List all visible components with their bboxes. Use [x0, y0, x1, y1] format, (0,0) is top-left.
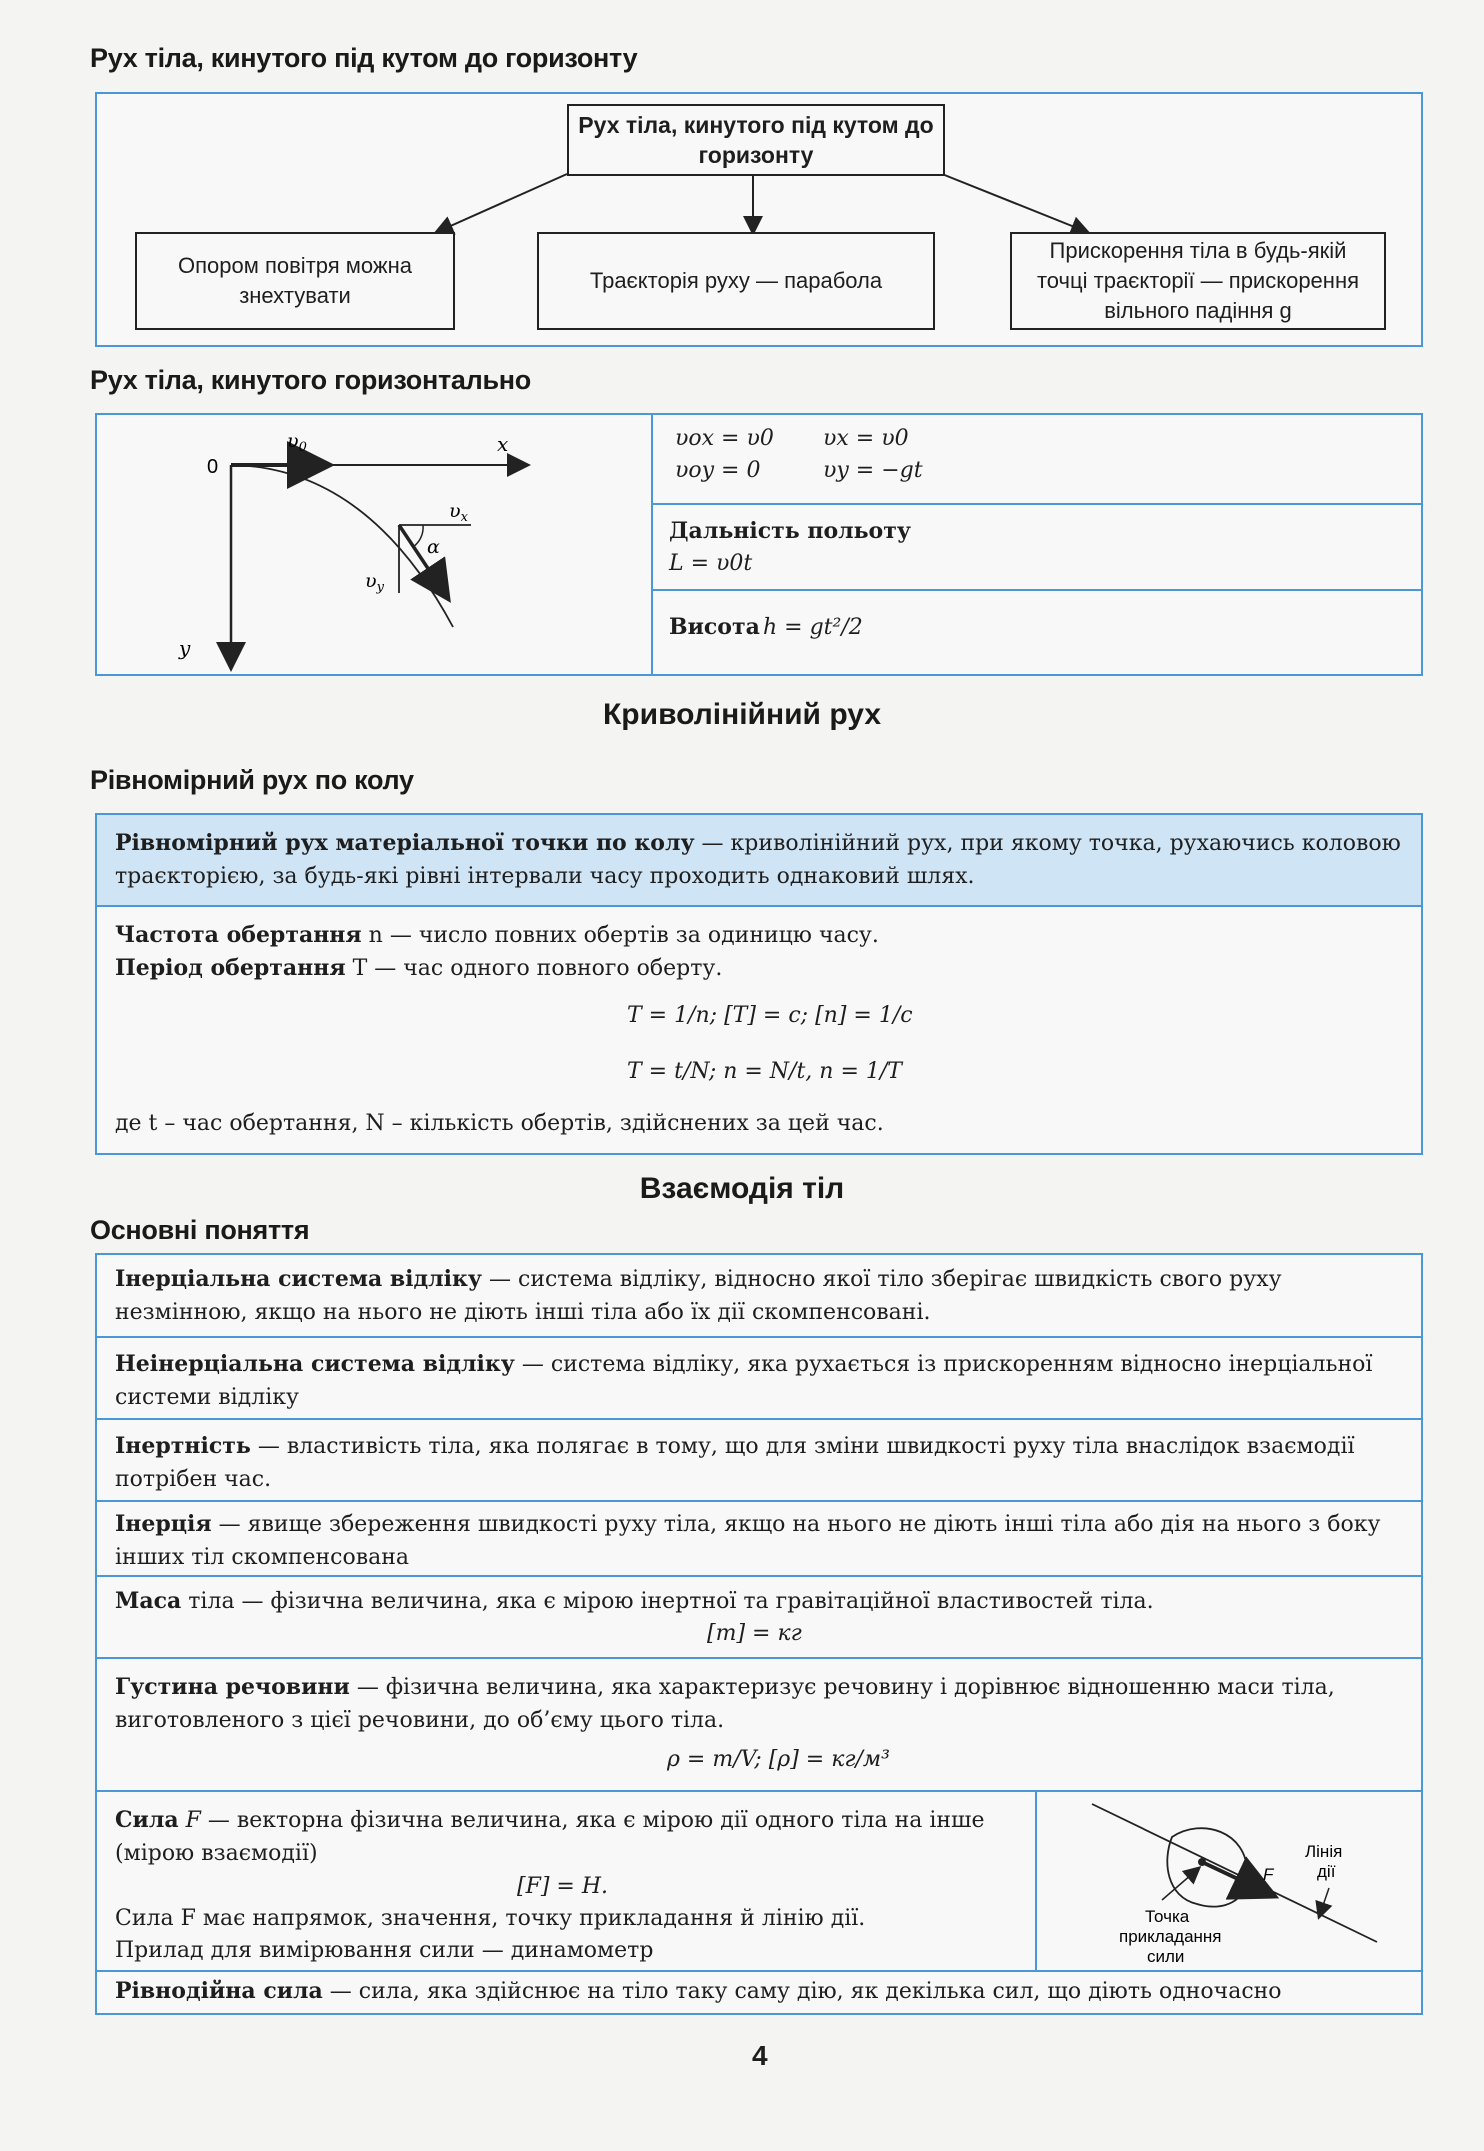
svg-text:x: x	[497, 432, 509, 456]
page-number: 4	[752, 2040, 768, 2071]
section-title-angle-projectile: Рух тіла, кинутого під кутом до горизонту	[90, 43, 638, 73]
svg-text:прикладання: прикладання	[1119, 1927, 1222, 1946]
resultant-force-row: Рівнодійна сила — сила, яка здійснює на тіло таку саму дію, як декілька сил, що діють одночасно	[97, 1970, 1421, 2013]
eq-v0x: υox = υ0	[675, 426, 774, 451]
svg-text:Точка: Точка	[1145, 1907, 1190, 1926]
definition-row-mass: Маса тіла — фізична величина, яка є мірою інертної та гравітаційної властивостей тіла. [m] = кг	[97, 1575, 1421, 1657]
height-cell	[653, 589, 1421, 674]
svg-text:υ0: $\upsilon_0$	[287, 430, 307, 455]
frequency-period-cell: Частота обертання n — число повних обертів за одиницю часу. Період обертання T — час одного повного оберту. T = 1/n; [T] = c; [n] = 1/c T = t/N; n = N/t, n = 1/T де t – час обертання, N – кількість обертів, здійснених за цей час.	[97, 905, 1421, 1153]
svg-text:y: y	[179, 636, 191, 660]
svg-text:дії: дії	[1317, 1862, 1336, 1881]
period-term: Період обертання	[115, 955, 346, 981]
diagram-box-acceleration: Прискорення тіла в будь-якій точці траєкторії — прискорення вільного падіння g	[1010, 232, 1386, 330]
section-title-basic-concepts: Основні поняття	[90, 1215, 310, 1245]
eq-v0y: υoy = 0	[675, 458, 761, 483]
angle-projectile-diagram-box	[95, 92, 1423, 347]
origin-label: 0	[207, 456, 219, 478]
diagram-box-air-resistance: Опором повітря можна знехтувати	[135, 232, 455, 330]
density-formula: ρ = m/V; [ρ] = кг/м³	[667, 1747, 890, 1772]
svg-text:α: α	[427, 536, 440, 558]
chapter-title-interaction: Взаємодія тіл	[639, 1172, 845, 1205]
trajectory-diagram	[97, 415, 651, 674]
svg-text:Лінія: Лінія	[1305, 1842, 1343, 1861]
svg-text:сили: сили	[1147, 1947, 1185, 1966]
mass-unit-formula: [m] = кг	[707, 1621, 802, 1646]
definition-row: Неінерціальна система відліку — система відліку, яка рухається із прискоренням відносно інерціальної системи відліку	[97, 1336, 1421, 1418]
svg-text:υy: $\upsilon_y$	[365, 570, 384, 595]
definition-row-density: Густина речовини — фізична величина, яка характеризує речовину і дорівнює відношенню маси тіла, виготовленого з цієї речовини, до об’єму цього тіла. ρ = m/V; [ρ] = кг/м³	[97, 1657, 1421, 1790]
force-unit: [F] = Н.	[517, 1874, 609, 1899]
horizontal-projectile-box	[95, 413, 1423, 676]
eq-vy: υy = −gt	[823, 458, 923, 483]
frequency-term: Частота обертання	[115, 922, 362, 948]
resultant-term: Рівнодійна сила	[115, 1978, 323, 2004]
section-title-horizontal-projectile: Рух тіла, кинутого горизонтально	[90, 365, 531, 395]
eq-vx: υx = υ0	[823, 426, 909, 451]
range-formula: L = υ0t	[669, 551, 753, 576]
period-formula-1: T = 1/n; [T] = c; [n] = 1/c	[627, 1003, 913, 1028]
diagram-box-trajectory: Траєкторія руху — парабола	[537, 232, 935, 330]
velocity-equations-cell	[653, 415, 1421, 503]
force-diagram	[1037, 1792, 1421, 1970]
definition-term: Рівномірний рух матеріальної точки по колу	[115, 830, 695, 856]
svg-text:F: F	[1263, 1865, 1274, 1884]
height-formula: h = gt²/2	[763, 615, 863, 640]
basic-concepts-box	[95, 1253, 1423, 2015]
circular-motion-box	[95, 813, 1423, 1155]
definition-row: Інерціальна система відліку — система відліку, відносно якої тіло зберігає швидкість свого руху незмінною, якщо на нього не діють інші тіла або їх дії скомпенсовані.	[115, 1266, 1282, 1325]
section-title-circular-motion: Рівномірний рух по колу	[90, 765, 414, 795]
force-row: Сила F — векторна фізична величина, яка є мірою дії одного тіла на інше (мірою взаємодії) [F] = Н. Сила F має напрямок, значення, точку прикладання й лінію дії. Прилад для вимірювання сили — динамометр F Лінія дії Точка прикладання сили	[97, 1790, 1421, 1970]
definition-row: Інерція — явище збереження швидкості руху тіла, якщо на нього не діють інші тіла або дія на нього з боку інших тіл скомпенсована	[97, 1500, 1421, 1575]
definition-row: Інертність — властивість тіла, яка полягає в тому, що для зміни швидкості руху тіла внаслідок взаємодії потрібен час.	[97, 1418, 1421, 1500]
range-cell	[653, 503, 1421, 589]
period-formula-2: T = t/N; n = N/t, n = 1/T	[627, 1059, 902, 1084]
period-note: де t – час обертання, N – кількість обертів, здійснених за цей час.	[115, 1111, 884, 1136]
range-title: Дальність польоту	[669, 518, 911, 544]
force-term: Сила	[115, 1807, 179, 1833]
svg-text:υx: $\upsilon_x$	[449, 500, 468, 525]
chapter-title-curvilinear: Криволінійний рух	[603, 698, 881, 731]
height-label: Висота	[669, 614, 760, 640]
diagram-top-box: Рух тіла, кинутого під кутом до горизонту	[567, 104, 945, 176]
circular-motion-definition: Рівномірний рух матеріальної точки по колу — криволінійний рух, при якому точка, рухаючись коловою траєкторією, за будь-які рівні інтервали часу проходить однаковий шлях.	[97, 815, 1421, 905]
